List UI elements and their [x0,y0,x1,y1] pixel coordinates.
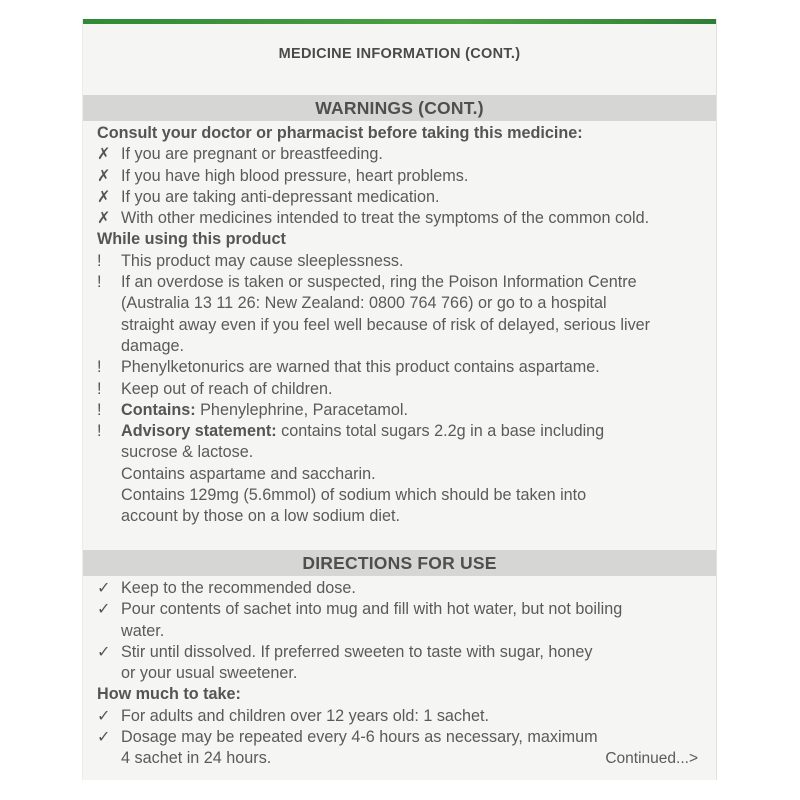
exclamation-icon: ! [97,251,102,270]
list-item-line: (Australia 13 11 26: New Zealand: 0800 764 766) or go to a hospital [121,294,607,313]
while-using-list [97,251,707,443]
list-item-line: If an overdose is taken or suspected, ring the Poison Information Centre [121,273,637,292]
list-item-text [121,578,707,599]
list-item-line: Keep to the recommended dose. [121,579,356,597]
list-item-line: Dosage may be repeated every 4-6 hours as necessary, maximum [121,728,598,747]
exclamation-icon: ! [97,400,102,419]
check-icon: ✓ [97,728,111,747]
list-item [97,166,707,187]
list-item-line: 4 sachet in 24 hours. [121,749,272,768]
list-item-line: water. [121,621,165,640]
list-item [97,144,707,165]
check-icon: ✓ [97,579,111,597]
list-item [97,400,707,421]
list-item-value: This product may cause sleeplessness. [121,251,404,270]
list-item-label: Contains: [121,400,196,419]
list-item-text: If you are taking anti-depressant medication. [121,187,440,206]
list-item-line: Pour contents of sachet into mug and fill with hot water, but not boiling [121,600,623,619]
list-item [97,578,707,599]
list-item-line: Stir until dissolved. If preferred sweeten to taste with sugar, honey [121,642,593,661]
list-item [97,357,707,378]
list-item [97,187,707,208]
how-much-heading: How much to take: [97,685,241,704]
exclamation-icon: ! [97,273,102,292]
exclamation-icon: ! [97,358,102,377]
list-item [97,379,707,400]
list-item [97,272,707,357]
list-item [97,706,707,727]
list-item-text [121,642,707,685]
advisory-line: Contains 129mg (5.6mmol) of sodium which should be taken into [121,486,587,505]
directions-section-header: DIRECTIONS FOR USE [83,550,716,576]
list-item-value: contains total sugars 2.2g in a base including [276,422,605,441]
advisory-line: Contains aspartame and saccharin. [121,464,376,483]
list-item-text: If you are pregnant or breastfeeding. [121,145,383,164]
list-item-value: Keep out of reach of children. [121,379,333,398]
consult-heading: Consult your doctor or pharmacist before taking this medicine: [97,124,583,142]
list-item-text: With other medicines intended to treat the symptoms of the common cold. [121,209,650,228]
consult-list [97,144,707,229]
continued-label: Continued...> [605,750,698,767]
warnings-section [97,123,707,528]
list-item-line: straight away even if you feel well because of risk of delayed, serious liver [121,315,651,334]
advisory-continuation [97,442,707,527]
check-icon: ✓ [97,642,111,661]
list-item [97,251,707,272]
warnings-section-header: WARNINGS (CONT.) [83,95,716,121]
list-item-text [121,401,408,419]
directions-list [97,578,707,684]
cross-icon: ✗ [97,187,111,206]
list-item-text: If you have high blood pressure, heart problems. [121,166,469,185]
directions-section [97,578,707,770]
list-item-line: damage. [121,336,184,355]
medicine-info-panel [83,19,716,780]
list-item-text [121,706,707,727]
list-item-text [121,272,707,357]
list-item-value: Phenylephrine, Paracetamol. [195,400,408,419]
list-item-text [121,380,332,398]
advisory-line: sucrose & lactose. [121,443,254,462]
advisory-line: account by those on a low sodium diet. [121,507,400,526]
list-item [97,208,707,229]
list-item [97,599,707,642]
page-title: MEDICINE INFORMATION (CONT.) [278,46,521,62]
list-item-line: or your usual sweetener. [121,664,298,683]
list-item-text [121,358,600,376]
cross-icon: ✗ [97,166,111,185]
list-item [97,642,707,685]
check-icon: ✓ [97,706,111,725]
list-item-text [121,599,707,642]
list-item-value: Phenylketonurics are warned that this product contains aspartame. [121,358,600,377]
list-item-label: Advisory statement: [121,422,277,441]
list-item-line: For adults and children over 12 years old: 1 sachet. [121,706,490,725]
cross-icon: ✗ [97,209,111,228]
green-top-bar [83,19,716,24]
exclamation-icon: ! [97,379,102,398]
cross-icon: ✗ [97,145,111,164]
list-item-text [121,252,404,270]
list-item-text [121,422,604,440]
check-icon: ✓ [97,600,111,619]
while-using-heading: While using this product [97,230,286,249]
list-item [97,421,707,442]
exclamation-icon: ! [97,422,102,441]
